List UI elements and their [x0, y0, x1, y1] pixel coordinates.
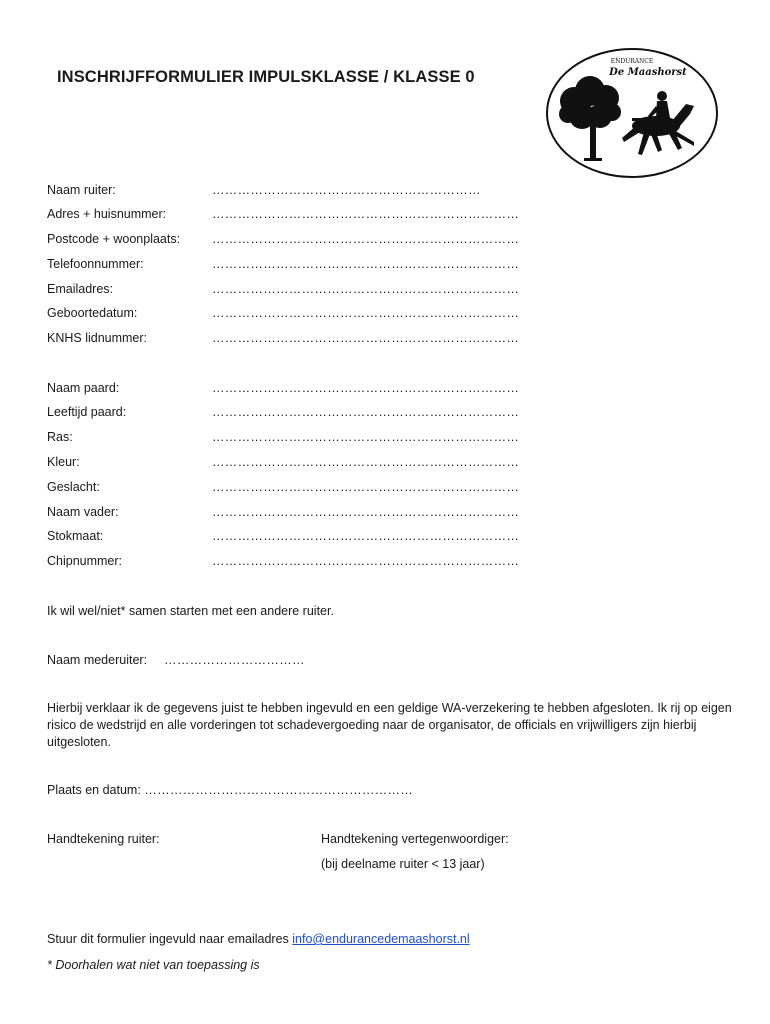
signature-rider-label: Handtekening ruiter: [47, 832, 160, 846]
field-label: Geboortedatum: [47, 306, 138, 320]
field-label: KNHS lidnummer: [47, 331, 148, 345]
fill-line[interactable]: ……………………………………………………………… [212, 232, 520, 246]
field-label: Naam vader: [47, 505, 119, 519]
field-label: Emailadres: [47, 282, 113, 296]
field-label: Naam ruiter: [47, 183, 116, 197]
fill-line[interactable]: ……………………………………………………………… [212, 505, 520, 519]
declaration-text: Hierbij verklaar ik de gegevens juist te hebben ingevuld en een geldige WA-verzekering te hebben afgesloten. Ik rij op eigen risico de wedstrijd en alle vorderingen tot schadevergoeding naar de organisator, de officials en vrijwilligers zijn hierbij uitgesloten. [47, 701, 732, 749]
place-date-line [47, 782, 413, 798]
start-together-statement: Ik wil wel/niet* samen starten met een andere ruiter. [47, 604, 334, 618]
field-label: Kleur: [47, 455, 80, 469]
logo-top-text: ENDURANCE [610, 58, 654, 65]
field-label: Adres + huisnummer: [47, 207, 167, 221]
place-date-label: Plaats en datum: [47, 783, 141, 797]
field-label: Postcode + woonplaats: [47, 232, 181, 246]
field-label: Chipnummer: [47, 554, 123, 568]
fill-line[interactable]: ……………………………………………………………… [212, 430, 520, 444]
field-label: Geslacht: [47, 480, 100, 494]
fill-line[interactable]: ……………………………………………………………… [212, 257, 520, 271]
send-to-line [47, 931, 470, 947]
fill-line[interactable]: ……………………………………………………………… [212, 529, 520, 543]
co-rider-label: Naam mederuiter: [47, 653, 148, 667]
fill-line[interactable]: ……………………………………………………………… [212, 207, 520, 221]
co-rider-fill-line[interactable]: …………………………… [164, 653, 305, 667]
endurance-de-maashorst-logo [544, 46, 720, 180]
place-date-fill-line[interactable]: ……………………………………………………… [144, 783, 414, 797]
fill-line[interactable]: ……………………………………………………… [212, 183, 481, 197]
fill-line[interactable]: ……………………………………………………………… [212, 306, 520, 320]
field-label: Telefoonnummer: [47, 257, 144, 271]
signature-representative-label: Handtekening vertegenwoordiger: [321, 832, 509, 846]
footnote: * Doorhalen wat niet van toepassing is [47, 958, 260, 972]
fill-line[interactable]: ……………………………………………………………… [212, 381, 520, 395]
fill-line[interactable]: ……………………………………………………………… [212, 554, 520, 568]
form-title: INSCHRIJFFORMULIER IMPULSKLASSE / KLASSE 0 [57, 68, 475, 86]
field-label: Leeftijd paard: [47, 405, 127, 419]
logo-name-text: De Maashorst [609, 67, 687, 78]
co-rider-line [47, 652, 305, 668]
field-label: Ras: [47, 430, 73, 444]
field-label: Stokmaat: [47, 529, 104, 543]
fill-line[interactable]: ……………………………………………………………… [212, 455, 520, 469]
fill-line[interactable]: ……………………………………………………………… [212, 480, 520, 494]
signature-representative-note: (bij deelname ruiter < 13 jaar) [321, 857, 485, 871]
send-to-text: Stuur dit formulier ingevuld naar emailadres [47, 932, 289, 946]
field-label: Naam paard: [47, 381, 120, 395]
fill-line[interactable]: ……………………………………………………………… [212, 405, 520, 419]
fill-line[interactable]: ……………………………………………………………… [212, 331, 520, 345]
fill-line[interactable]: ……………………………………………………………… [212, 282, 520, 296]
email-link[interactable]: info@endurancedemaashorst.nl [292, 932, 470, 946]
